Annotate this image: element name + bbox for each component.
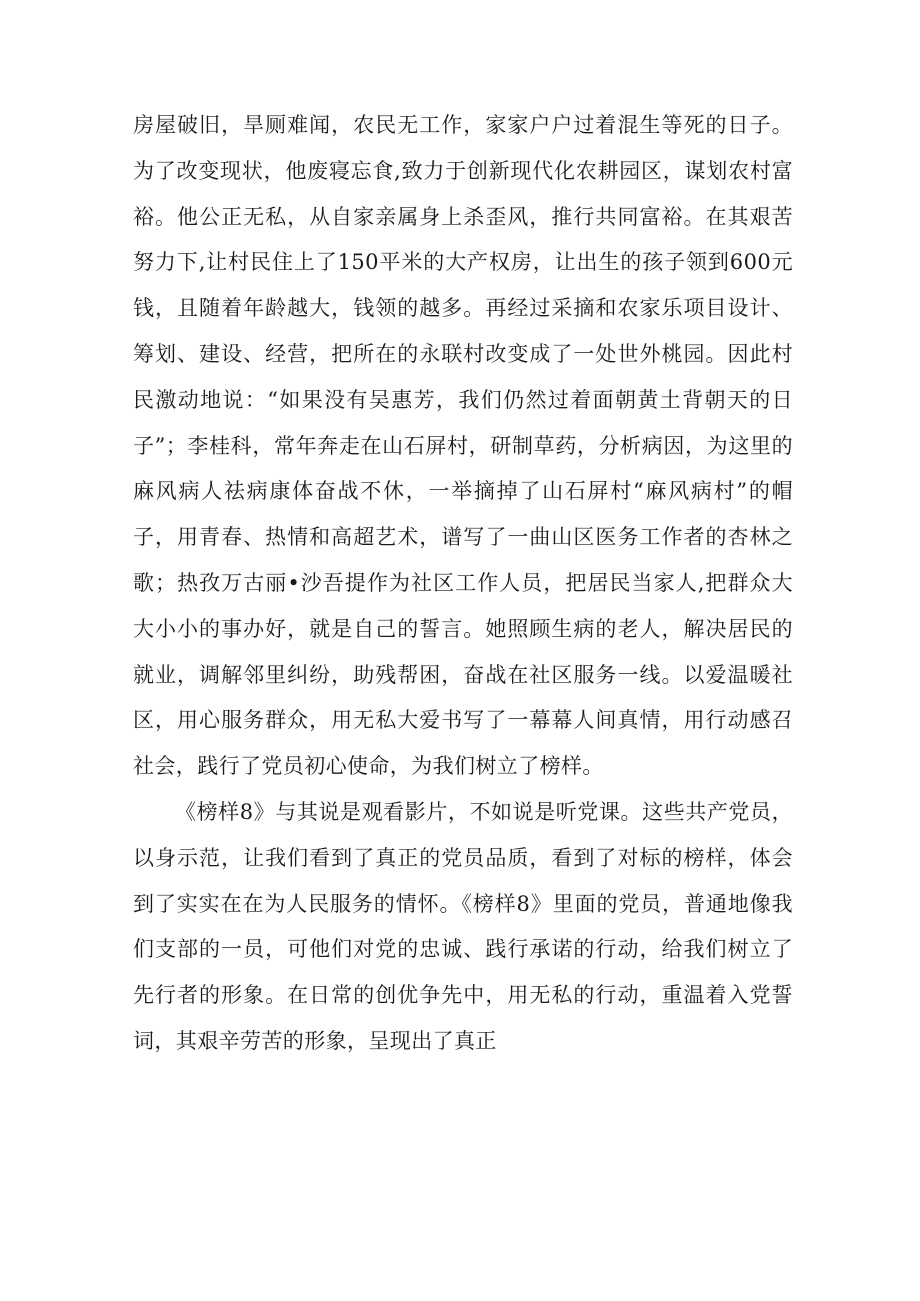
paragraph-1: 房屋破旧，旱厕难闻，农民无工作，家家户户过着混生等死的日子。为了改变现状，他废寝忘食,致力于创新现代化农耕园区，谋划农村富裕。他公正无私，从自家亲属身上杀歪风，推行共同富裕。在其艰苦努力下,让村民住上了150平米的大产权房，让出生的孩子领到600元钱，且随着年龄越大，钱领的越多。再经过采摘和农家乐项目设计、筹划、建设、经营，把所在的永联村改变成了一处世外桃园。因此村民激动地说：“如果没有吴惠芳，我们仍然过着面朝黄土背朝天的日子”；李桂科，常年奔走在山石屏村，研制草药，分析病因，为这里的麻风病人祛病康体奋战不休，一举摘掉了山石屏村“麻风病村”的帽子，用青春、热情和高超艺术，谱写了一曲山区医务工作者的杏林之歌；热孜万古丽•沙吾提作为社区工作人员，把居民当家人,把群众大大小小的事办好，就是自己的誓言。她照顾生病的老人，解决居民的就业，调解邻里纠纷，助残帮困，奋战在社区服务一线。以爱温暖社区，用心服务群众，用无私大爱书写了一幕幕人间真情，用行动感召社会，践行了党员初心使命，为我们树立了榜样。 bbox=[133, 113, 793, 779]
document-body bbox=[133, 103, 793, 1065]
paragraph-2: 《榜样8》与其说是观看影片，不如说是听党课。这些共产党员，以身示范，让我们看到了真正的党员品质，看到了对标的榜样，体会到了实实在在为人民服务的情怀。《榜样8》里面的党员，普通地像我们支部的一员，可他们对党的忠诚、践行承诺的行动，给我们树立了先行者的形象。在日常的创优争先中，用无私的行动，重温着入党誓词，其艰辛劳苦的形象，呈现出了真正 bbox=[133, 799, 793, 1053]
